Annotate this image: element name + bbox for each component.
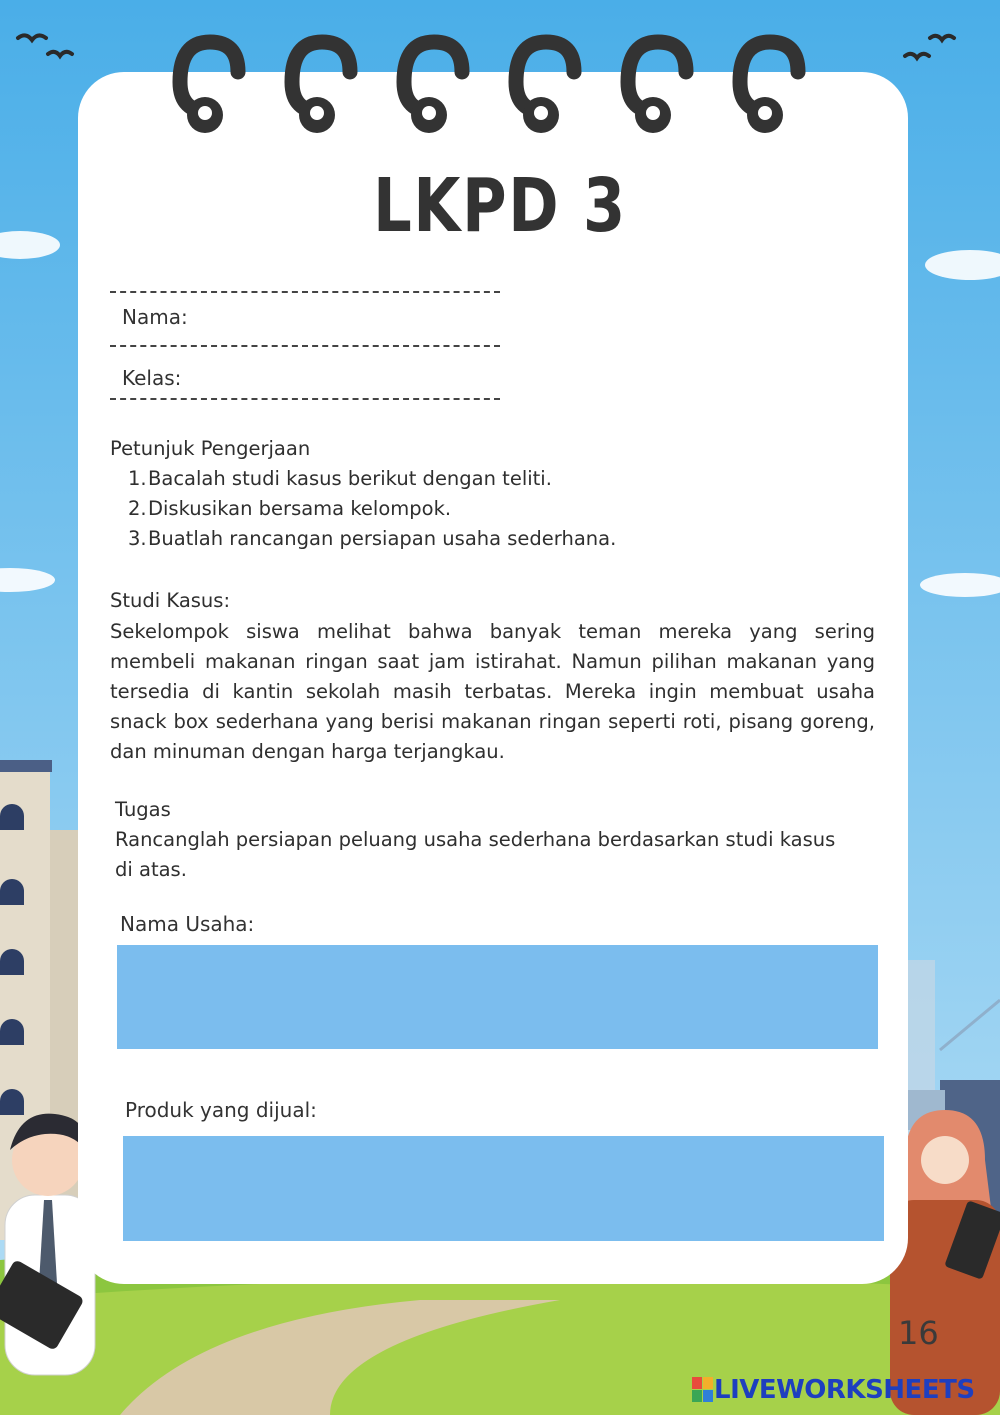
case-study-text: Sekelompok siswa melihat bahwa banyak teman mereka yang sering membeli makanan ringan saat jam istirahat. Namun pilihan makanan yang tersedia di kantin sekolah masih terbatas. Mereka ingin membuat usaha snack box sederhana yang berisi makanan ringan seperti roti, pisang goreng, dan minuman dengan harga terjangkau. — [110, 620, 875, 763]
business-name-input[interactable] — [117, 945, 878, 1049]
product-input[interactable] — [123, 1136, 884, 1241]
liveworksheets-icon — [692, 1377, 714, 1403]
case-study-heading: Studi Kasus: — [110, 589, 231, 612]
divider — [110, 291, 500, 293]
task-text-line2: di atas. — [115, 858, 187, 881]
brand-name: LIVEWORKSHEETS — [714, 1375, 975, 1405]
instructions-heading: Petunjuk Pengerjaan — [110, 437, 311, 460]
divider — [110, 398, 500, 400]
class-label: Kelas: — [122, 366, 182, 390]
liveworksheets-logo[interactable] — [692, 1375, 975, 1405]
instructions-list — [128, 464, 616, 554]
list-item: 2. Diskusikan bersama kelompok. — [128, 497, 452, 520]
business-name-label: Nama Usaha: — [120, 912, 255, 936]
list-item: 3. Buatlah rancangan persiapan usaha sederhana. — [128, 527, 617, 550]
task-heading: Tugas — [115, 798, 171, 821]
list-item: 1. Bacalah studi kasus berikut dengan teliti. — [128, 467, 552, 490]
product-label: Produk yang dijual: — [125, 1098, 317, 1122]
page-number: 16 — [898, 1314, 939, 1352]
task-text-line1: Rancanglah persiapan peluang usaha sederhana berdasarkan studi kasus — [115, 828, 836, 851]
page-title: LKPD 3 — [373, 163, 627, 249]
spiral-binding — [0, 0, 1000, 160]
name-label: Nama: — [122, 305, 188, 329]
divider — [110, 345, 500, 347]
